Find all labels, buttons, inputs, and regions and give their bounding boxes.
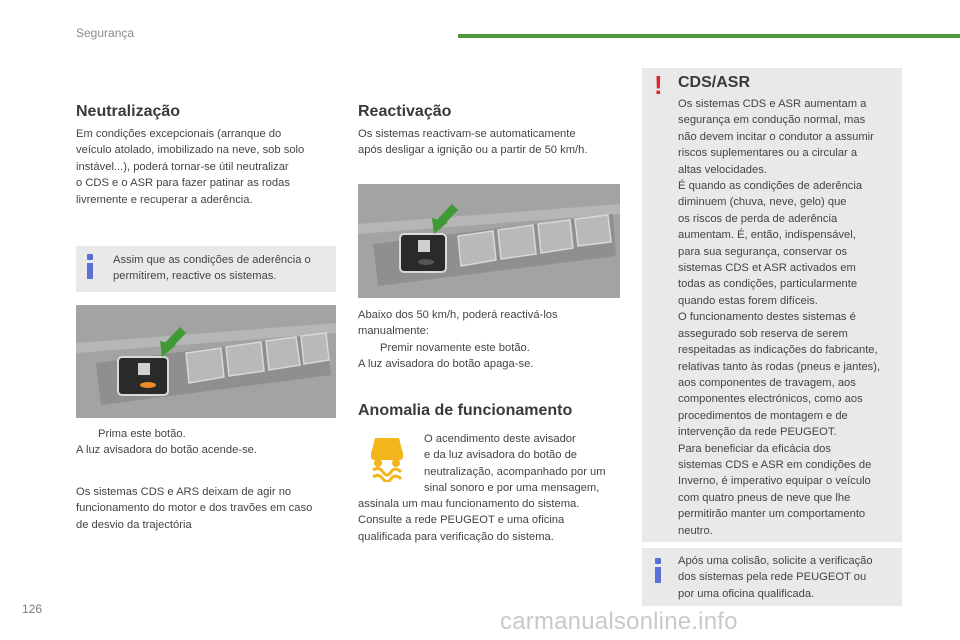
text-line: intervenção da rede PEUGEOT. [678,426,837,439]
neutralizacao-outro [76,484,346,533]
info-note-collision [642,548,902,606]
page-number: 126 [22,602,43,616]
reactivacao-steps [358,307,628,373]
text-line: altas velocidades. [678,163,767,176]
text-line: o CDS e o ASR para fazer patinar as rodas [76,177,290,190]
warning-exclamation-icon: ! [654,70,663,100]
text-line: e da luz avisadora do botão de [424,449,578,462]
note-line: por uma oficina qualificada. [678,587,815,600]
text-line: riscos suplementares ou a circular a [678,147,858,160]
text-line: A luz avisadora do botão acende-se. [76,444,257,457]
text-line: Em condições excepcionais (arranque do [76,128,282,140]
text-line: Inverno, é imperativo equipar o veículo [678,475,871,488]
text-line: componentes electrónicos, como aos [678,393,863,406]
text-line: aumentam. É, então, indispensável, [678,229,856,242]
text-line: assegurado sob reserva de serem [678,327,848,340]
text-line: qualificada para verificação do sistema. [358,530,554,543]
text-line: não devem incitar o condutor a assumir [678,130,874,143]
text-line: Os sistemas CDS e ASR aumentam a [678,98,867,110]
text-line: neutralização, acompanhado por um [424,465,606,478]
esp-button-photo-off [358,184,620,298]
text-line: segurança em condução normal, mas [678,114,866,127]
neutralizacao-intro [76,126,346,208]
text-line: permitirão manter um comportamento [678,508,866,521]
text-line: de desvio da trajectória [76,518,192,531]
reactivacao-intro [358,126,628,159]
note-line: Assim que as condições de aderência o [113,254,311,266]
text-line: todas as condições, particularmente [678,278,858,291]
text-line: veículo atolado, imobilizado na neve, sob solo [76,144,305,157]
bullet-text: Prima este botão. [98,428,186,440]
text-line: A luz avisadora do botão apaga-se. [358,358,534,371]
text-line: respeitadas as indicações do fabricante, [678,344,878,357]
info-note-reactivate [76,246,336,292]
section-title: Segurança [76,26,135,40]
text-line: com quatro pneus de neve que lhe [678,491,851,504]
text-line: aos componentes de travagem, aos [678,376,856,389]
neutralizacao-title: Neutralização [76,103,181,120]
text-line: Os sistemas reactivam-se automaticamente [358,128,576,140]
text-line: procedimentos de montagem e de [678,409,848,422]
esp-button-photo-on [76,305,336,418]
text-line: Consulte a rede PEUGEOT e uma oficina [358,514,565,527]
info-icon [87,254,93,279]
text-line: Abaixo dos 50 km/h, poderá reactivá-los [358,309,558,321]
text-line: após desligar a ignição ou a partir de 50 km/h. [358,144,588,157]
text-line: Para beneficiar da eficácia dos [678,442,831,455]
text-line: assinala um mau funcionamento do sistema. [358,498,580,510]
cds-asr-title: CDS/ASR [678,74,751,91]
text-line: Os sistemas CDS e ARS deixam de agir no [76,486,292,498]
text-line: instável...), poderá tornar-se útil neutralizar [76,160,289,173]
text-line: manualmente: [358,325,429,338]
text-line: para sua segurança, conservar os [678,245,848,258]
bullet-text: Premir novamente este botão. [380,341,530,354]
text-line: O acendimento deste avisador [424,433,576,445]
note-line: dos sistemas pela rede PEUGEOT ou [678,571,867,584]
text-line: diminuem (chuva, neve, gelo) que [678,196,847,209]
watermark: carmanualsonline.info [500,608,738,635]
text-line: sistemas CDS e ASR em condições de [678,458,872,471]
text-line: os riscos de perda de aderência [678,212,838,225]
anomalia-title: Anomalia de funcionamento [358,402,573,419]
note-line: Após uma colisão, solicite a verificação [678,555,873,567]
text-line: funcionamento do motor e dos travões em caso [76,502,313,515]
esp-warning-icon [365,432,409,482]
neutralizacao-steps [76,426,336,459]
text-line: É quando as condições de aderência [678,180,863,193]
bullet-line [358,340,628,356]
text-line: livremente e recuperar a aderência. [76,193,253,206]
text-line: sistemas CDS et ASR activados em [678,262,856,275]
text-line: neutro. [678,524,713,537]
anomalia-text-full [358,496,628,545]
text-line: quando estas forem difíceis. [678,294,818,307]
anomalia-text-indented [424,431,624,497]
text-line: sinal sonoro e por uma mensagem, [424,482,600,495]
cds-asr-panel [642,68,902,542]
bullet-line [76,426,336,442]
text-line: O funcionamento destes sistemas é [678,311,856,324]
cds-asr-body [678,96,900,539]
note-line: permitirem, reactive os sistemas. [113,270,277,283]
info-icon [655,558,661,583]
header-accent-bar [458,34,960,38]
reactivacao-title: Reactivação [358,103,452,120]
text-line: relativas tanto às rodas (pneus e jantes), [678,360,881,373]
